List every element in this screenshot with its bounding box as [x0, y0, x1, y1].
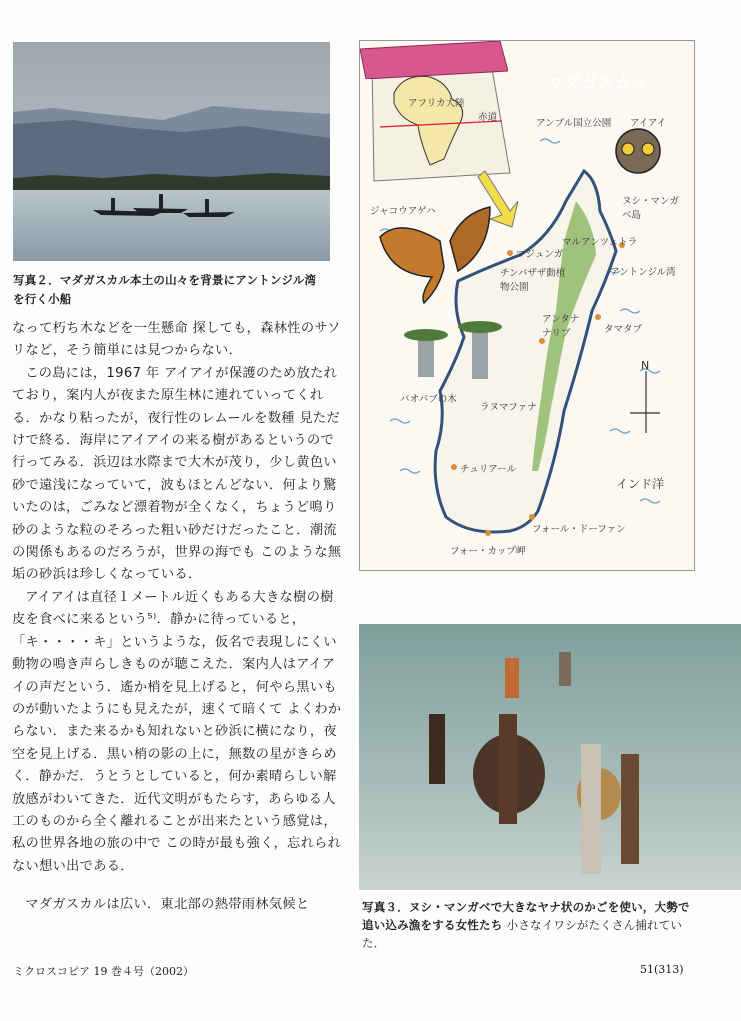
map-label-mahajanga: マジュンガ: [516, 249, 564, 260]
map-label-amber: アンブル国立公園: [536, 118, 612, 129]
map-label-antananarivo: アンタナナリブ: [542, 314, 580, 339]
map-label-indian-ocean: インド洋: [616, 477, 665, 491]
paragraph: マダガスカルは広い．東北部の熱帯雨林気候と: [25, 897, 310, 913]
map-label-tulear: チュリアール: [460, 464, 517, 475]
paragraph: この島には，1967 年 アイアイが保護のため放たれており，案内人が夜また原生林に連れていってくれる．かなり粘ったが，夜行性のレムールを数種 見ただけで終る．海岸にアイアイの来る樹があるというので 行ってみる．浜辺は水際まで大木が茂り，少し黄色い砂で遠浅になっていて，波もほとんどない．何より驚いたのは，ごみなど漂着物が全くなく，ちょうど鳴り砂のような粒のそろった粗い砂だけだったこと．潮流の関係もあるのだろうが，世界の海でも このような無垢の砂浜は珍しくなっている．: [12, 365, 342, 583]
photo-women-fishing: [359, 624, 741, 890]
map-label-nosy: ヌシ・マンガベ島: [622, 196, 680, 221]
paragraph: なって朽ち木などを一生懸命 探しても，森林性のサソリなど，そう簡単には見つからない．: [12, 321, 341, 359]
map-label-fort-dauphin: フォール・ドーファン: [532, 524, 626, 535]
map-label-tsimbazaza: チンバザザ動植物公園: [500, 268, 566, 293]
map-label-cap-ste-marie: フォー・カップ岬: [450, 546, 526, 557]
madagascar-map: [359, 40, 695, 571]
map-title: マダガスカル: [546, 74, 648, 94]
journal-footer: ミクロスコピア 19 巻４号（2002）: [13, 965, 194, 978]
map-label-maroantsetra: マルアンツェトラ: [562, 237, 638, 248]
map-label-tamatave: タマタブ: [604, 324, 643, 335]
article-body: [12, 318, 342, 917]
paragraph: アイアイは直径１メートル近くもある大きな樹の樹皮を食べに来るという⁵⁾．静かに待っていると，「キ・・・・キ」というような，仮名で表現しにくい動物の鳴き声らしきものが聴こえた．案内人はアイアイの声だという．遙か梢を見上げると，何やら黒いものが動いたようにも見えたが，速くて暗くて よくわからない．また来るかも知れないと砂浜に横になり，夜空を見上げる．黒い梢の影の上に，無数の星がきらめく．静かだ．うとうとしていると，何か素晴らしい解放感がわいてきた．近代文明がもたらす，あらゆる人工のものから全く離れることが出来たという感覚は，私の世界各地の旅の中で この時が最も強く，忘れられない想い出である．: [12, 589, 342, 874]
map-label-africa: アフリカ大陸: [408, 98, 465, 109]
map-label-antongil: アントンジル湾: [610, 267, 676, 278]
map-label-north: N: [641, 359, 650, 372]
map-label-baobab: バオバブの木: [400, 394, 457, 405]
map-label-ranomafana: ラヌマファナ: [480, 402, 537, 413]
map-label-butterfly: ジャコウアゲハ: [370, 206, 436, 217]
photo2-caption: 写真２．マダガスカル本土の山々を背景にアントンジル湾 を行く小船: [13, 273, 317, 306]
photo3-caption: 写真３．ヌシ・マンガベで大きなヤナ状のかごを使い，大勢で追い込み漁をする女性たち 小さなイワシがたくさん捕れていた．: [362, 900, 690, 950]
photo-boats-antongil: [13, 42, 330, 261]
page-number: 51(313): [640, 963, 684, 976]
map-label-aye-aye: アイアイ: [630, 118, 667, 129]
map-label-equator: 赤道: [478, 112, 498, 123]
map-title-ribbon: [360, 41, 508, 79]
